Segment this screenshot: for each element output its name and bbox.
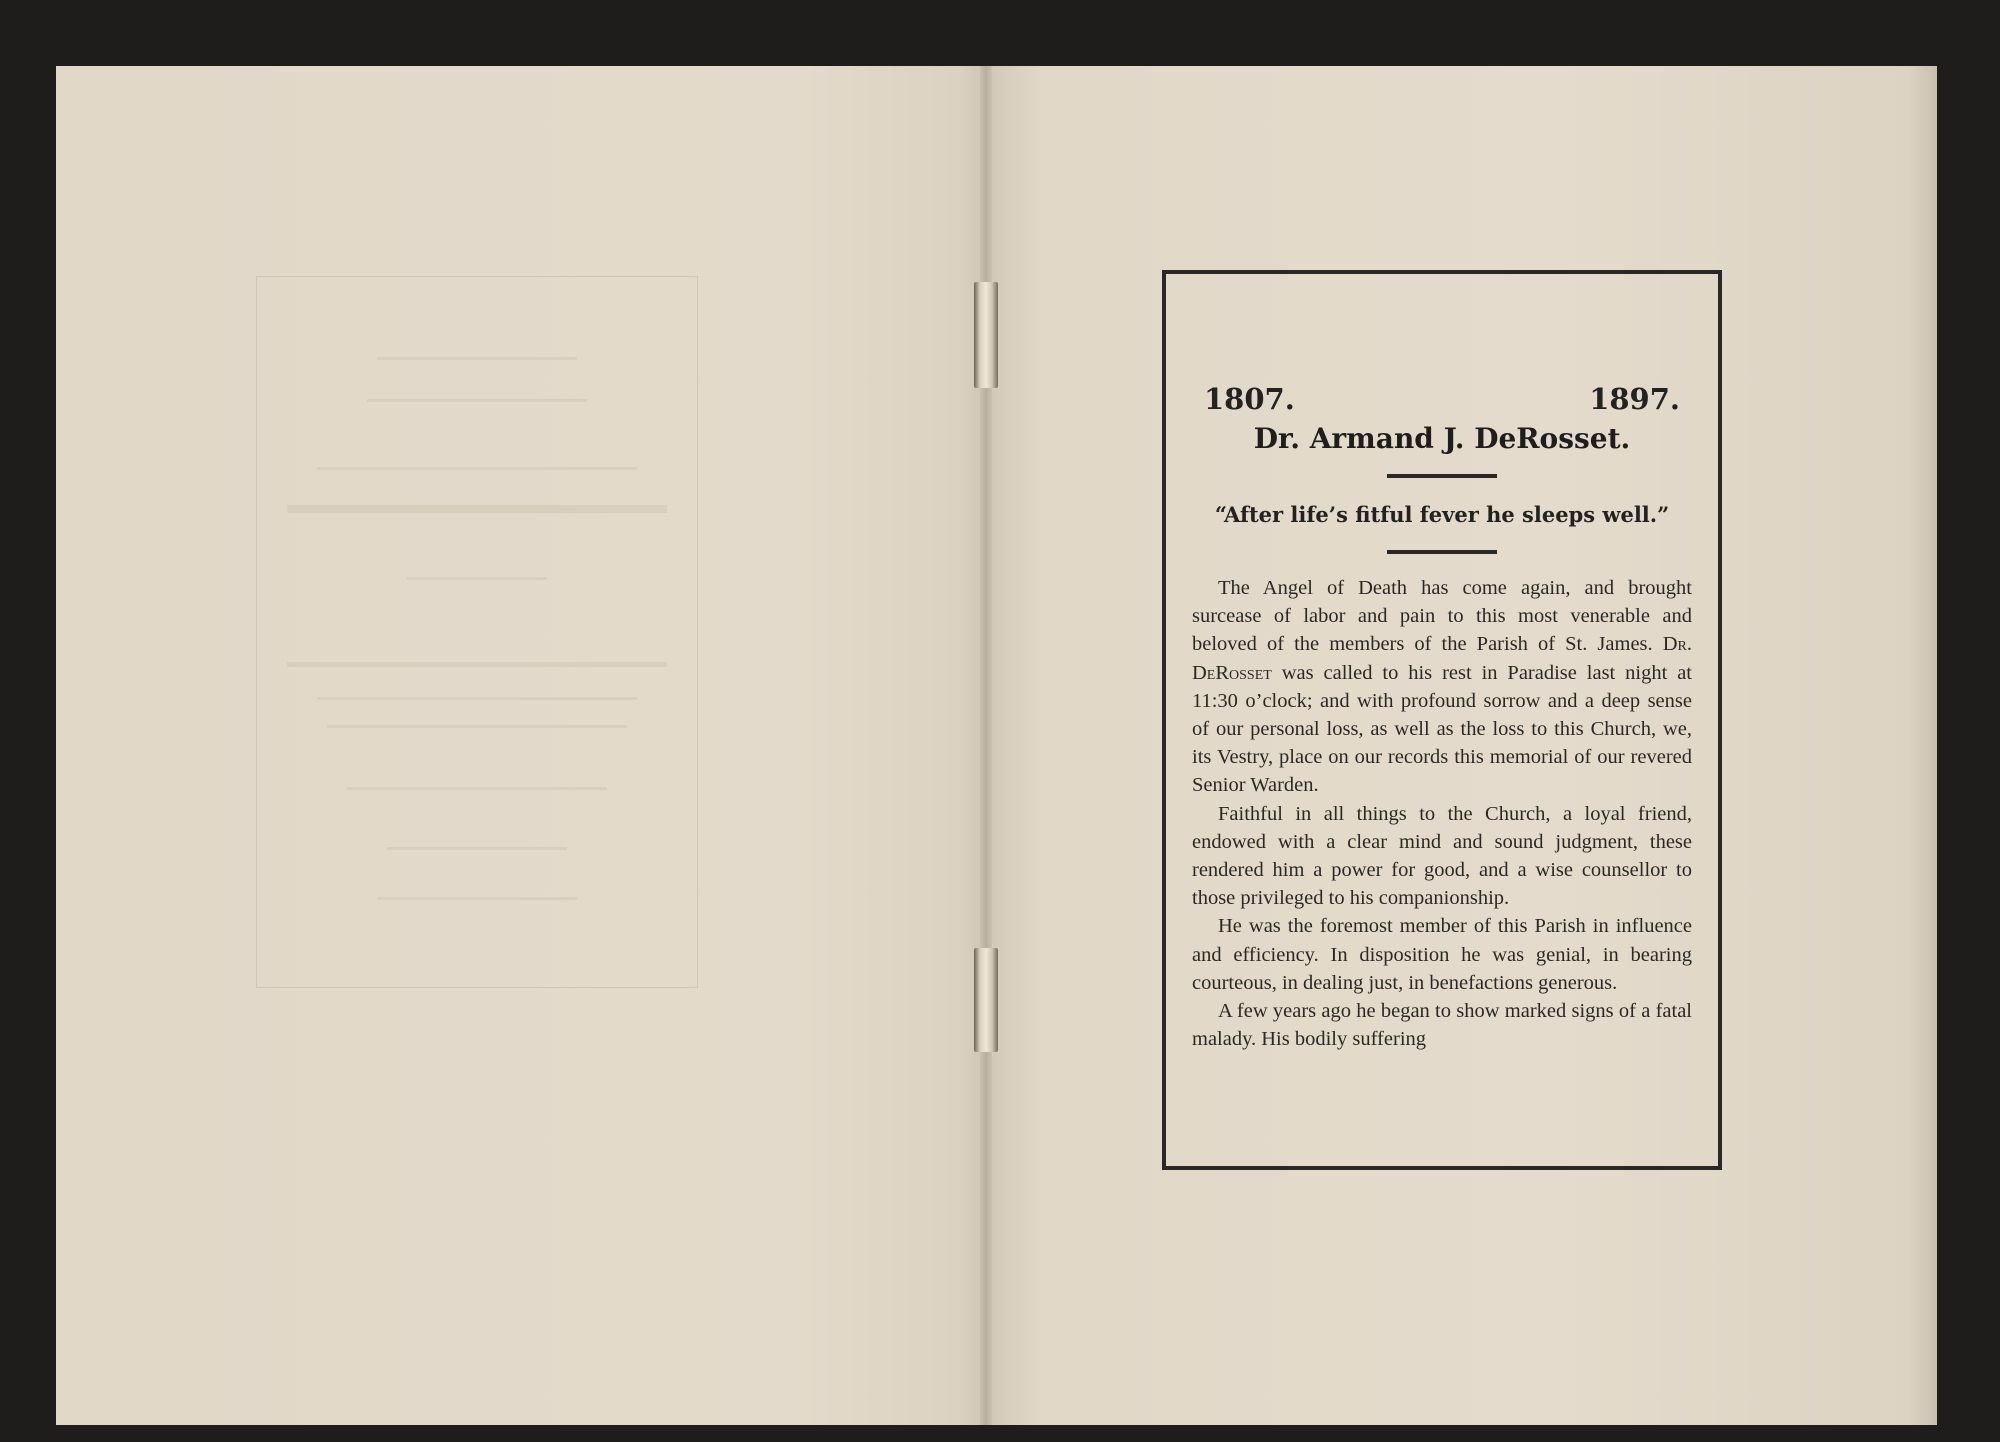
memorial-frame — [1162, 270, 1722, 1170]
paragraph-1-rest: was called to his rest in Paradise last night at 11:30 o’clock; and with profound sorrow and a deep sense of our personal loss, as well as the loss to this Church, we, its Vestry, place on our records this memorial of our revered Senior Warden. — [1192, 661, 1693, 797]
paragraph-1-name: Dr. DeRosset — [1192, 633, 1693, 684]
bleed-through-text — [256, 276, 698, 988]
divider-bottom — [1387, 550, 1497, 554]
paragraph-3: He was the foremost member of this Parish in influence and efficiency. In disposition he was genial, in bearing courteous, in dealing just, in benefactions generous. — [1192, 915, 1692, 994]
paragraph-1 — [1192, 574, 1692, 800]
gutter-fold — [980, 66, 992, 1425]
memorial-name: Dr. Armand J. DeRosset. — [1253, 422, 1631, 455]
staple-bottom — [974, 948, 998, 1052]
year-range — [1204, 382, 1680, 416]
year-end: 1897. — [1589, 382, 1680, 416]
year-start: 1807. — [1204, 382, 1295, 416]
paragraph-1-opening: The Angel of Death has come again, and brought surcease of labor and pain to this most venerable and beloved of the members of the Parish of St. James. — [1192, 577, 1692, 656]
left-page — [56, 66, 986, 1425]
epitaph-quote: “After life’s fitful fever he sleeps well.” — [1214, 502, 1670, 527]
paragraph-4: A few years ago he began to show marked signs of a fatal malady. His bodily suffering — [1192, 1000, 1692, 1051]
divider-top — [1387, 474, 1497, 478]
memorial-text — [1192, 574, 1692, 1053]
staple-top — [974, 282, 998, 388]
paragraph-2: Faithful in all things to the Church, a loyal friend, endowed with a clear mind and sound judgment, these rendered him a power for good, and a wise counsellor to those privileged to his companionship. — [1192, 802, 1692, 910]
